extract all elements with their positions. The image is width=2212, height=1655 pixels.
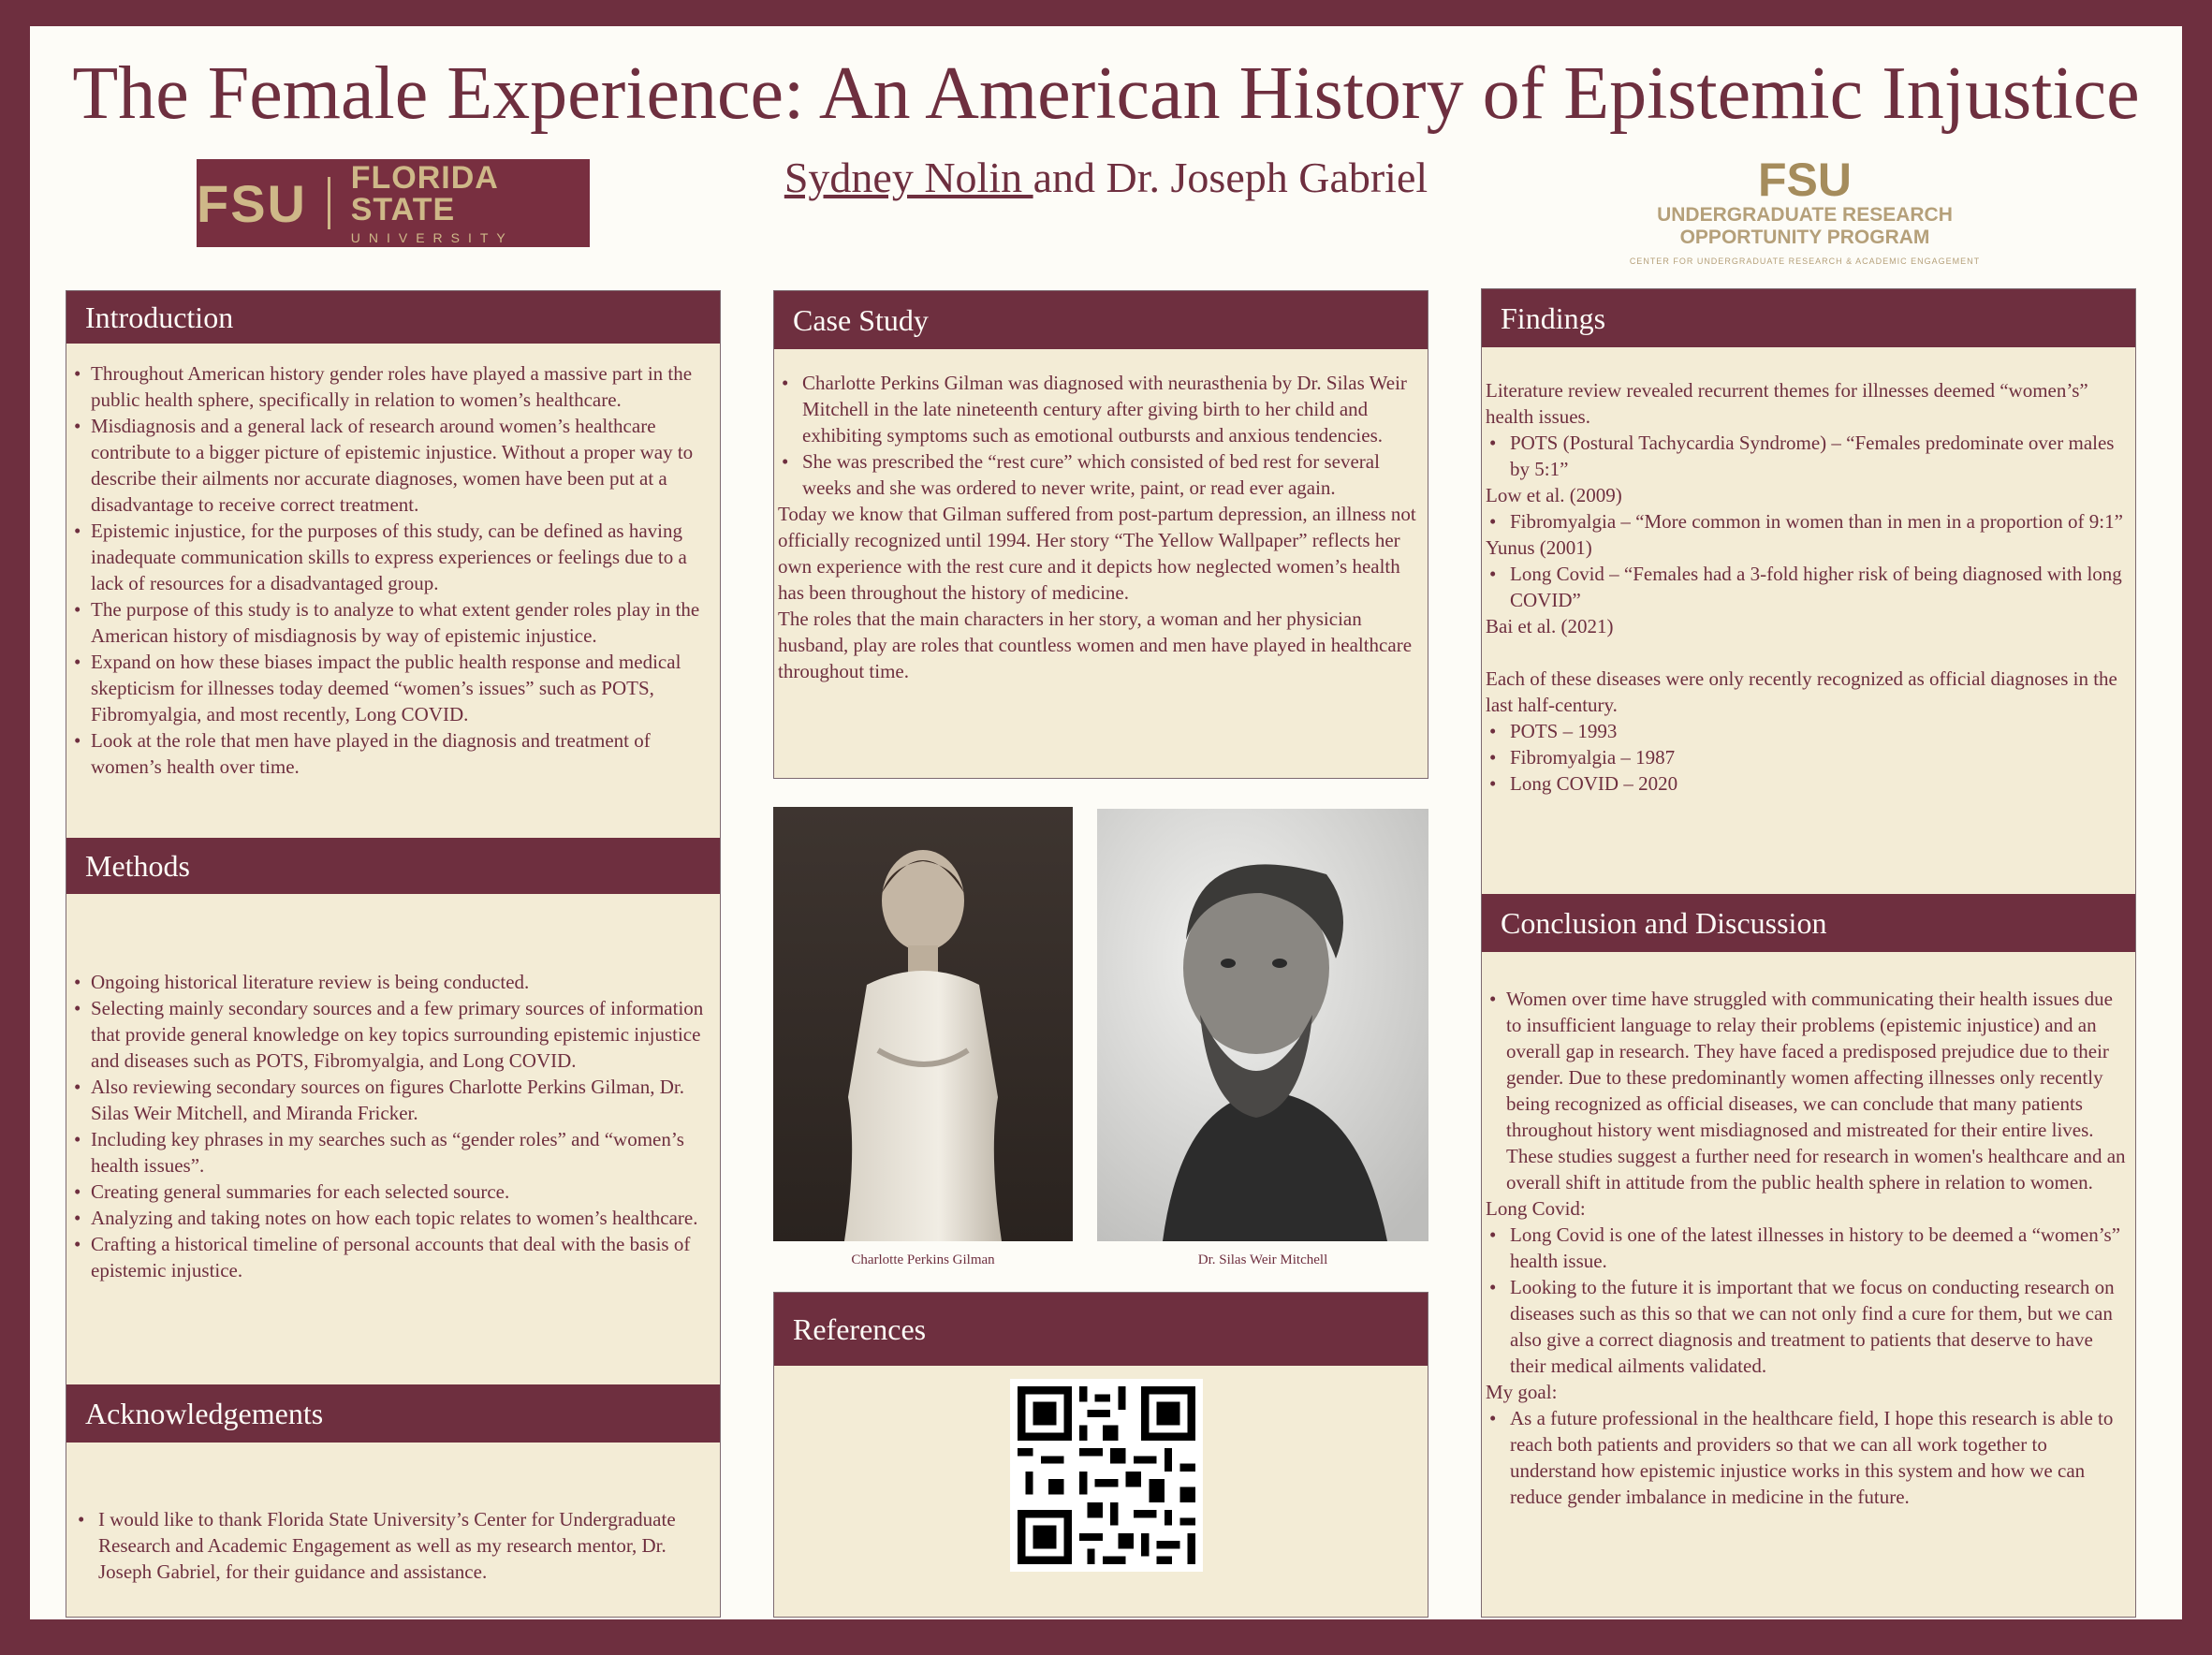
list-item: • Long COVID – 2020 <box>1486 770 2128 797</box>
logo-divider <box>328 177 330 229</box>
list-item: • Also reviewing secondary sources on figures Charlotte Perkins Gilman, Dr. Silas Weir Mitchell, and Miranda Fricker. <box>70 1074 712 1126</box>
right-column <box>1481 288 2136 1618</box>
list-item: • Fibromyalgia – 1987 <box>1486 744 2128 770</box>
list-item: • Women over time have struggled with communicating their health issues due to insufficient language to relay their problems (epistemic injustice) and an overall gap in research. They have faced a predisposed prejudice due to their gender. Due to these predominantly women affecting illnesses only recently being recognized as official diseases, we can conclude that many patients throughout history went misdiagnosed and mistreated for their entire lives. These studies suggest a further need for research in women's healthcare and an overall shift in attitude from the public health sphere in relation to women. <box>1486 986 2128 1195</box>
author-primary: Sydney Nolin <box>784 154 1033 201</box>
list-item: • Long Covid – “Females had a 3-fold higher risk of being diagnosed with long COVID” <box>1486 561 2128 613</box>
list-item: • The purpose of this study is to analyze to what extent gender roles play in the American history of misdiagnosis by way of epistemic injustice. <box>70 596 712 649</box>
findings-heading-text: Findings <box>1501 300 1606 335</box>
list-item: • She was prescribed the “rest cure” which consisted of bed rest for several weeks and she was ordered to never write, paint, or read ever again. <box>778 448 1420 501</box>
case-study-heading <box>774 291 1428 349</box>
poster <box>30 26 2182 1619</box>
mitchell-caption: Dr. Silas Weir Mitchell <box>1197 1252 1328 1267</box>
list-item: • Expand on how these biases impact the public health response and medical skepticism for illnesses today deemed “women’s issues” such as POTS, Fibromyalgia, and most recently, Long COVID. <box>70 649 712 727</box>
acknowledgements-heading-text: Acknowledgements <box>85 1396 324 1430</box>
conclusion-label: My goal: <box>1486 1381 1558 1403</box>
list-item: • Throughout American history gender roles have played a massive part in the public health sphere, specifically in relation to women’s healthcare. <box>70 360 712 413</box>
case-study-heading-text: Case Study <box>793 302 929 337</box>
list-item: • Including key phrases in my searches such as “gender roles” and “women’s health issues”. <box>70 1126 712 1179</box>
citation: Yunus (2001) <box>1486 536 1592 559</box>
gilman-caption: Charlotte Perkins Gilman <box>851 1252 995 1267</box>
list-item: • I would like to thank Florida State University’s Center for Undergraduate Research and Academic Engagement as well as my research mentor, Dr. Joseph Gabriel, for their guidance and assistance. <box>74 1506 712 1585</box>
left-column <box>66 290 721 1618</box>
list-item: • Look at the role that men have played in the diagnosis and treatment of women’s health over time. <box>70 727 712 780</box>
fsu-logo <box>197 159 590 247</box>
references-heading <box>774 1293 1428 1366</box>
findings-intro: Literature review revealed recurrent themes for illnesses deemed “women’s” health issues. <box>1486 379 2088 428</box>
list-item: • POTS – 1993 <box>1486 718 2128 744</box>
findings-body <box>1482 377 2135 797</box>
references-heading-text: References <box>793 1311 927 1346</box>
list-item: • POTS (Postural Tachycardia Syndrome) – “Females predominate over males by 5:1” <box>1486 430 2128 482</box>
references-qr-code[interactable] <box>1010 1379 1203 1572</box>
findings-intro2: Each of these diseases were only recently recognized as official diagnoses in the last half-century. <box>1486 667 2117 716</box>
poster-title: The Female Experience: An American History of Epistemic Injustice <box>72 52 2140 135</box>
spacer <box>1486 639 2128 666</box>
urop-logo <box>1608 155 2001 277</box>
methods-heading-text: Methods <box>85 848 190 883</box>
fsu-sub: UNIVERSITY <box>350 230 514 245</box>
conclusion-heading <box>1482 894 2135 952</box>
list-item: • Epistemic injustice, for the purposes of this study, can be defined as having inadequate communication skills to express experiences or feelings due to a lack of resources for a disadvantaged group. <box>70 518 712 596</box>
fsu-wordmark <box>351 162 590 244</box>
list-item: • Misdiagnosis and a general lack of research around women’s healthcare contribute to a bigger picture of epistemic injustice. Without a proper way to describe their ailments nor accurate diagnoses, women have been put at a disadvantage to receive correct treatment. <box>70 413 712 518</box>
list-item: • Analyzing and taking notes on how each topic relates to women’s healthcare. <box>70 1205 712 1231</box>
list-item: • Creating general summaries for each selected source. <box>70 1179 712 1205</box>
case-study-paragraph: The roles that the main characters in her story, a woman and her physician husband, play are roles that countless women and men have played in healthcare throughout time. <box>778 608 1413 682</box>
introduction-heading <box>66 291 720 344</box>
urop-line2: OPPORTUNITY PROGRAM <box>1679 227 1930 248</box>
references-panel <box>773 1292 1428 1618</box>
methods-body <box>66 969 720 1283</box>
urop-line1: UNDERGRADUATE RESEARCH <box>1657 204 1953 226</box>
introduction-body <box>66 360 720 780</box>
list-item: • Charlotte Perkins Gilman was diagnosed with neurasthenia by Dr. Silas Weir Mitchell in the late nineteenth century after giving birth to her child and exhibiting symptoms such as emotional outbursts and anxious tendencies. <box>778 370 1420 448</box>
author-rest: and Dr. Joseph Gabriel <box>1033 154 1428 201</box>
acknowledgements-body <box>66 1506 720 1585</box>
acknowledgements-heading <box>66 1384 720 1443</box>
mitchell-photo <box>1097 809 1428 1241</box>
introduction-heading-text: Introduction <box>85 300 234 334</box>
methods-heading <box>66 838 720 894</box>
list-item: • As a future professional in the healthcare field, I hope this research is able to reach both patients and providers so that we can all work together to understand how epistemic injustice works in this system and how we can reduce gender imbalance in medicine in the future. <box>1486 1405 2128 1510</box>
list-item: • Looking to the future it is important that we focus on conducting research on diseases such as this so that we can not only find a cure for them, but we can also give a correct diagnosis and treatment to patients that deserve to have their medical ailments validated. <box>1486 1274 2128 1379</box>
gilman-photo <box>773 807 1073 1241</box>
citation: Bai et al. (2021) <box>1486 615 1614 637</box>
case-study-body <box>774 370 1428 684</box>
citation: Low et al. (2009) <box>1486 484 1622 506</box>
conclusion-label: Long Covid: <box>1486 1197 1586 1220</box>
fsu-monogram: FSU <box>197 173 307 233</box>
conclusion-heading-text: Conclusion and Discussion <box>1501 905 1827 940</box>
list-item: • Fibromyalgia – “More common in women than in men in a proportion of 9:1” <box>1486 508 2128 535</box>
conclusion-body <box>1482 986 2135 1510</box>
findings-heading <box>1482 289 2135 347</box>
list-item: • Crafting a historical timeline of personal accounts that deal with the basis of epistemic injustice. <box>70 1231 712 1283</box>
urop-line3: CENTER FOR UNDERGRADUATE RESEARCH & ACADEMIC ENGAGEMENT <box>1629 256 1981 266</box>
list-item: • Ongoing historical literature review is being conducted. <box>70 969 712 995</box>
fsu-name: FLORIDA STATE <box>350 160 498 227</box>
urop-monogram: FSU <box>1758 154 1852 206</box>
case-study-paragraph: Today we know that Gilman suffered from post-partum depression, an illness not officially recognized until 1994. Her story “The Yellow Wallpaper” reflects her own experience with the rest cure and it depicts how neglected women’s health has been throughout the history of medicine. <box>778 503 1416 604</box>
list-item: • Long Covid is one of the latest illnesses in history to be deemed a “women’s” health issue. <box>1486 1222 2128 1274</box>
list-item: • Selecting mainly secondary sources and a few primary sources of information that provide general knowledge on key topics surrounding epistemic injustice and diseases such as POTS, Fibromyalgia, and Long COVID. <box>70 995 712 1074</box>
case-study-panel <box>773 290 1428 779</box>
